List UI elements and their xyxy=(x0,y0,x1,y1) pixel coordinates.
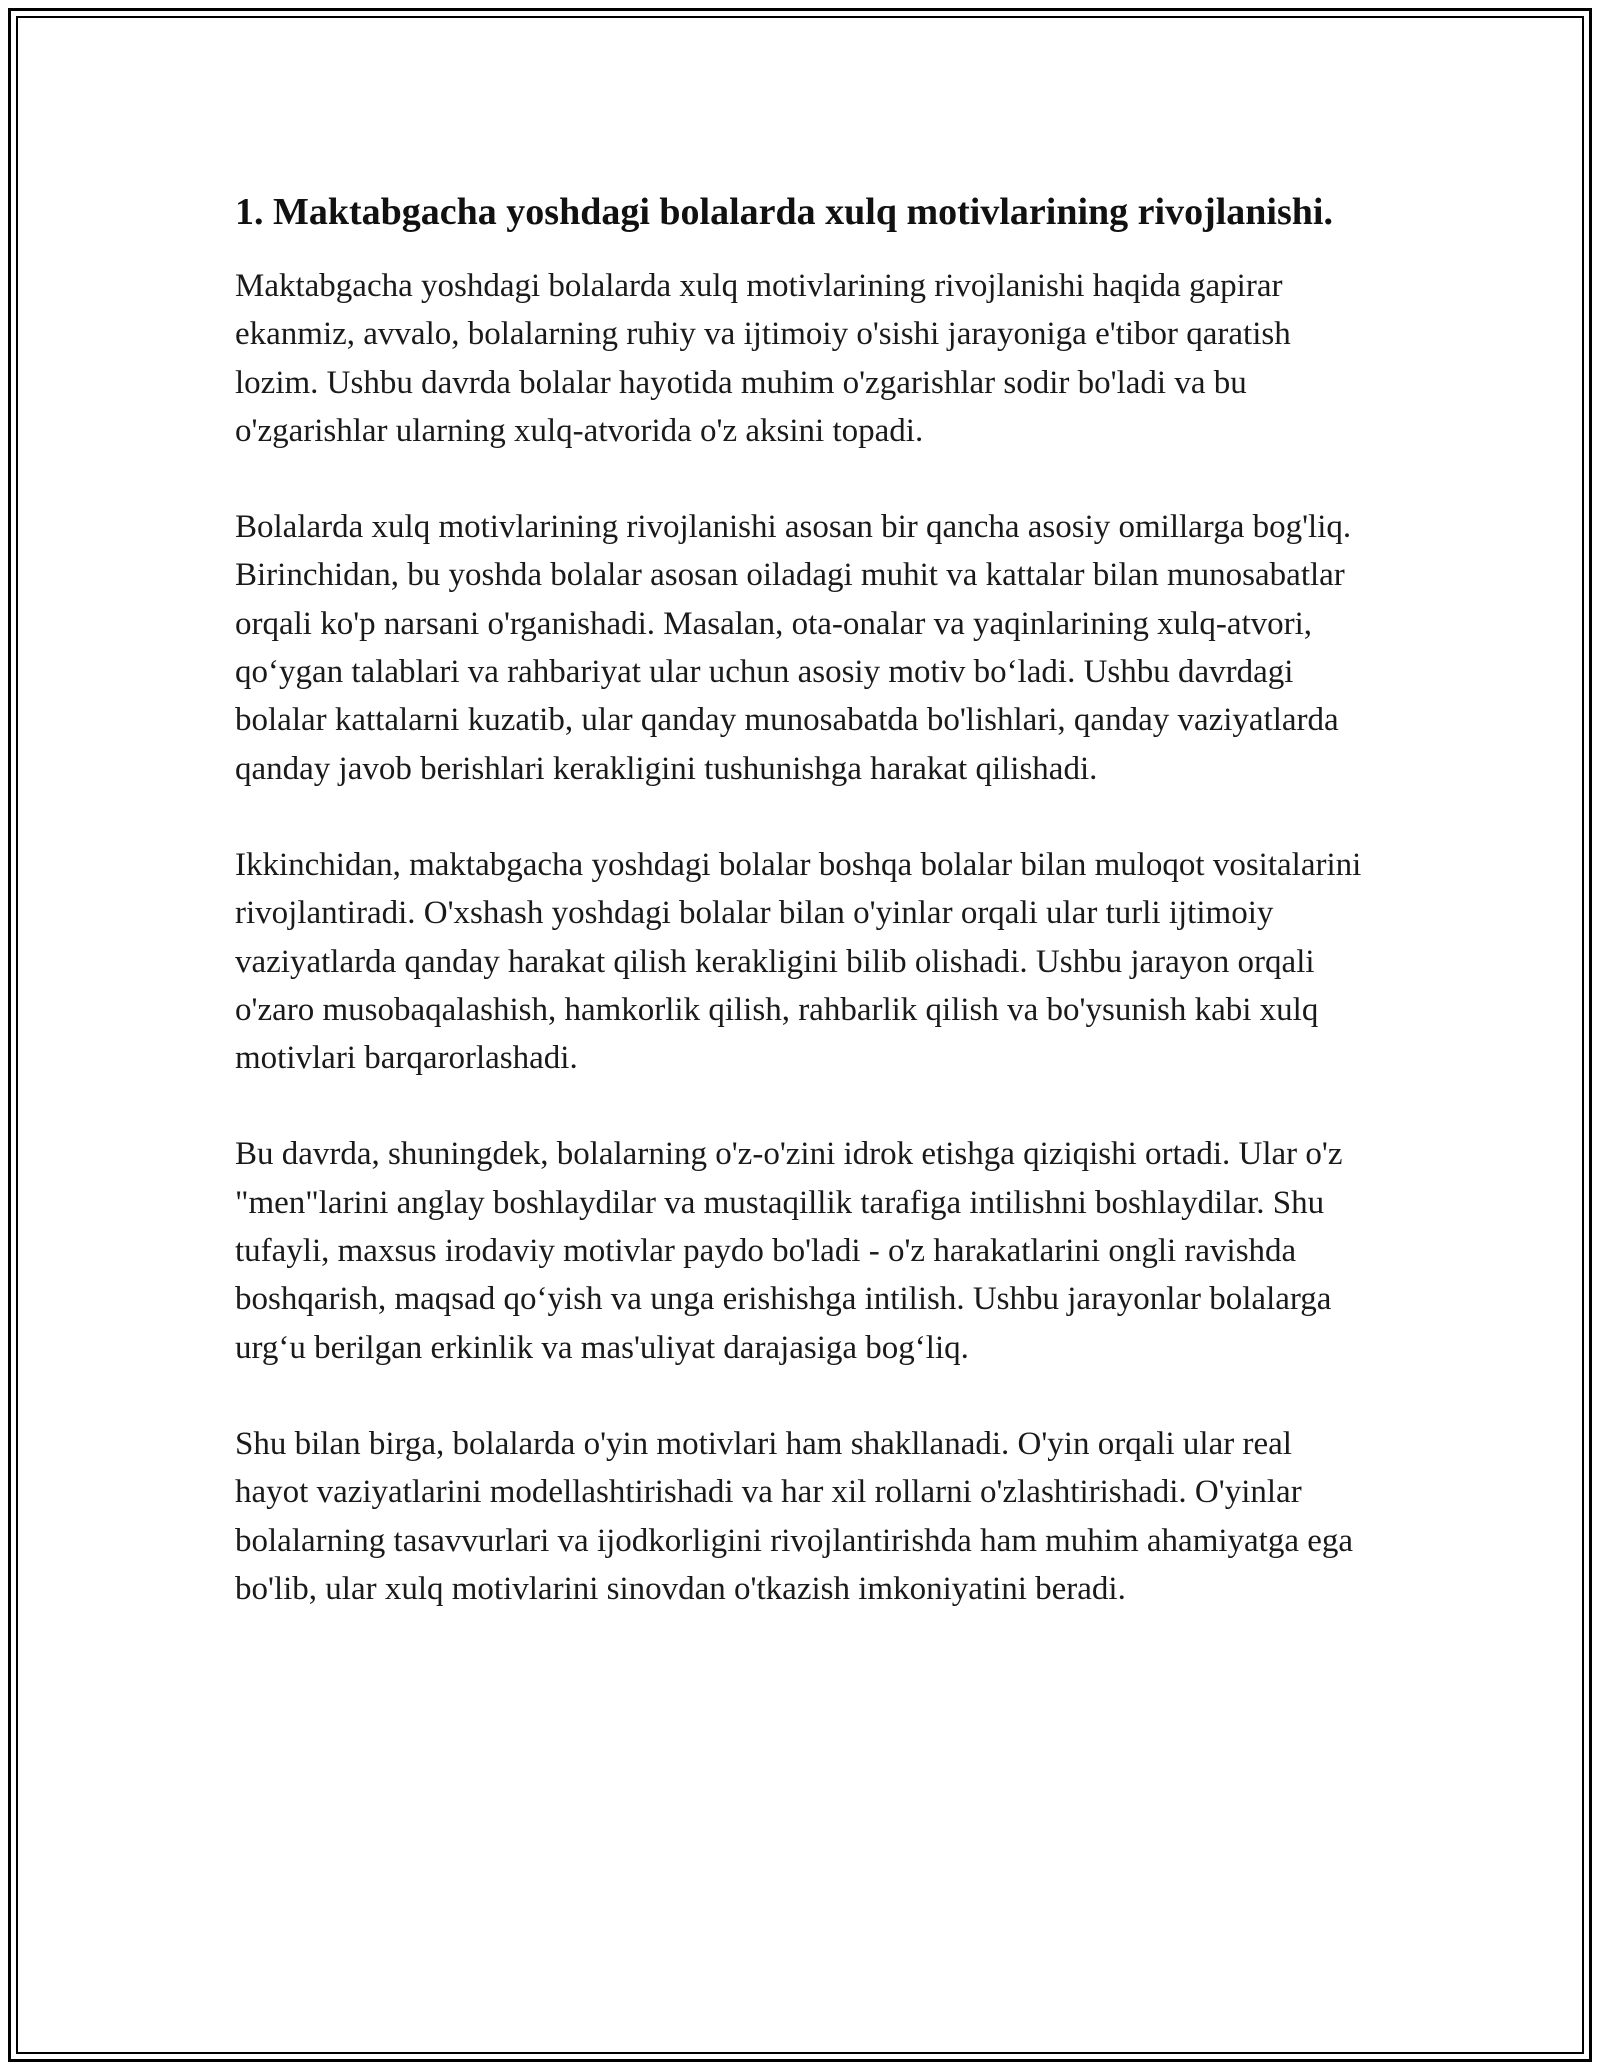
paragraph-3: Ikkinchidan, maktabgacha yoshdagi bolalar boshqa bolalar bilan muloqot vositalarini rivojlantiradi. O'xshash yoshdagi bolalar bilan o'yinlar orqali ular turli ijtimoiy vaziyatlarda qanday harakat qilish kerakligini bilib olishadi. Ushbu jarayon orqali o'zaro musobaqalashish, hamkorlik qilish, rahbarlik qilish va bo'ysunish kabi xulq motivlari barqarorlashadi. xyxy=(235,846,1362,1077)
section-heading: 1. Maktabgacha yoshdagi bolalarda xulq motivlarining rivojlanishi. xyxy=(235,191,1333,233)
document-body xyxy=(235,186,1365,1661)
paragraph-2: Bolalarda xulq motivlarining rivojlanishi asosan bir qancha asosiy omillarga bog'liq. Birinchidan, bu yoshda bolalar asosan oiladagi muhit va kattalar bilan munosabatlar orqali ko'p narsani o'rganishadi. Masalan, ota-onalar va yaqinlarining xulq-atvori, qo‘ygan talablari va rahbariyat ular uchun asosiy motiv bo‘ladi. Ushbu davrdagi bolalar kattalarni kuzatib, ular qanday munosabatda bo'lishlari, qanday vaziyatlarda qanday javob berishlari kerakligini tushunishga harakat qilishadi. xyxy=(235,509,1352,787)
paragraph-5: Shu bilan birga, bolalarda o'yin motivlari ham shakllanadi. O'yin orqali ular real hayot vaziyatlarini modellashtirishadi va har xil rollarni o'zlashtirishadi. O'yinlar bolalarning tasavvurlari va ijodkorligini rivojlantirishda ham muhim ahamiyatga ega bo'lib, ular xulq motivlarini sinovdan o'tkazish imkoniyatini beradi. xyxy=(235,1425,1354,1607)
paragraph-1: Maktabgacha yoshdagi bolalarda xulq motivlarining rivojlanishi haqida gapirar ekanmiz, avvalo, bolalarning ruhiy va ijtimoiy o'sishi jarayoniga e'tibor qaratish lozim. Ushbu davrda bolalar hayotida muhim o'zgarishlar sodir bo'ladi va bu o'zgarishlar ularning xulq-atvorida o'z aksini topadi. xyxy=(235,268,1291,449)
paragraph-4: Bu davrda, shuningdek, bolalarning o'z-o'zini idrok etishga qiziqishi ortadi. Ular o'z "men"larini anglay boshlaydilar va mustaqillik tarafiga intilishni boshlaydilar. Shu tufayli, maxsus irodaviy motivlar paydo bo'ladi - o'z harakatlarini ongli ravishda boshqarish, maqsad qo‘yish va unga erishishga intilish. Ushbu jarayonlar bolalarga urg‘u berilgan erkinlik va mas'uliyat darajasiga bog‘liq. xyxy=(235,1136,1343,1366)
